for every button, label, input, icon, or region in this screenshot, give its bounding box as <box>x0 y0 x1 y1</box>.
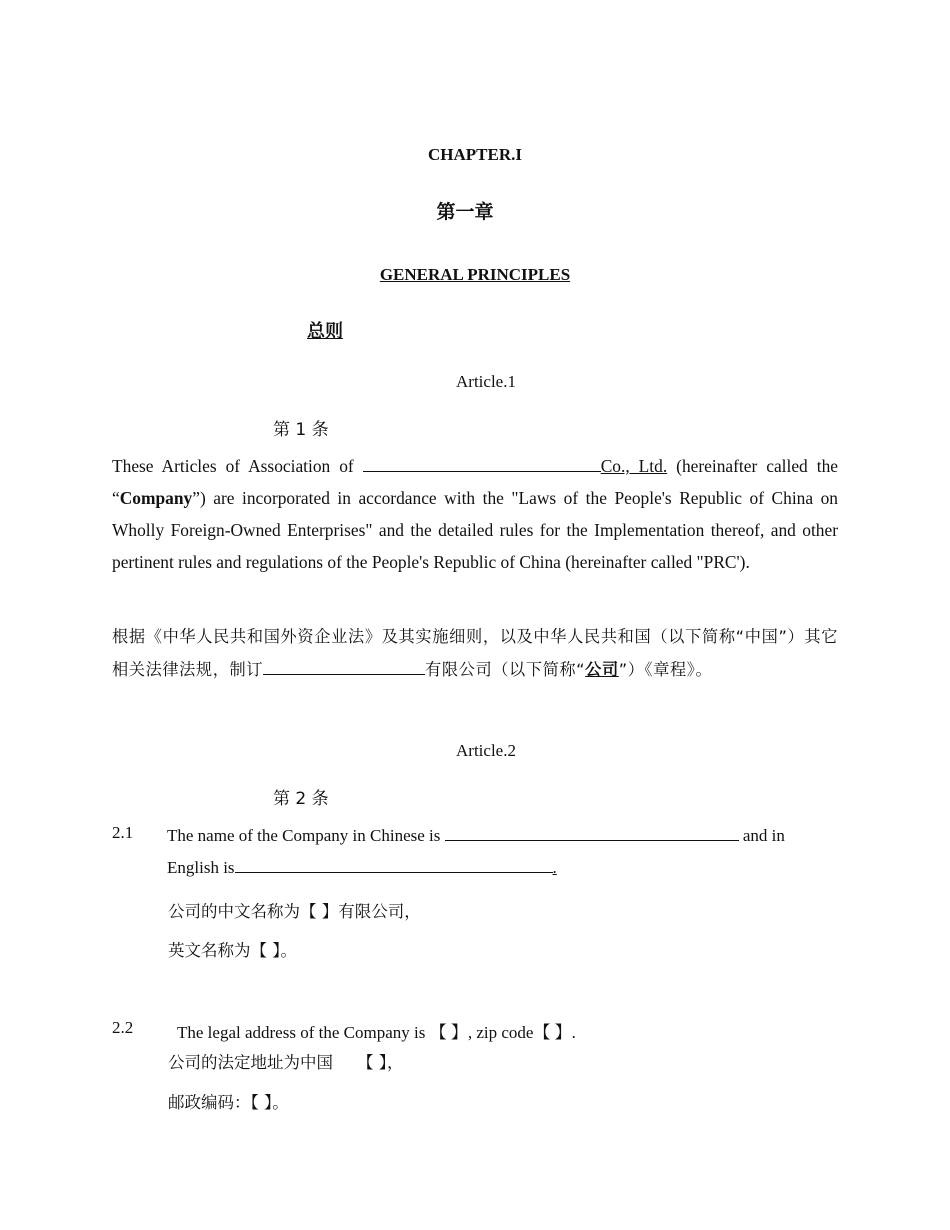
article-1-paragraph-en <box>112 450 838 578</box>
item-2-1-en-line2-text: English is <box>167 858 235 877</box>
article-1-label-en: Article.1 <box>456 372 516 391</box>
company-name-blank <box>363 454 601 472</box>
article-1-label-cn: 第 1 条 <box>273 420 329 440</box>
item-2-2-cn-line1-text: 公司的法定地址为中国 <box>168 1053 333 1072</box>
item-2-1-en-line2-tail: . <box>552 858 557 877</box>
article-2-label-en: Article.2 <box>456 741 516 760</box>
chinese-name-blank <box>445 823 739 841</box>
item-2-1-cn-line2: 英文名称为【 】。 <box>168 941 297 960</box>
section-heading-en: GENERAL PRINCIPLES <box>379 265 571 284</box>
article-1-cn-part2: 有限公司（以下简称“ <box>425 660 586 679</box>
chapter-title-en: CHAPTER.I <box>428 145 522 164</box>
item-2-2-number: 2.2 <box>112 1018 134 1037</box>
company-name-blank-cn <box>263 658 425 675</box>
article-1-en-part2: (hereinafter called the “ <box>112 456 838 508</box>
company-suffix: Co., Ltd. <box>600 456 668 476</box>
article-1-paragraph-cn <box>112 620 838 686</box>
item-2-2-en: The legal address of the Company is 【 】, zip code【 】. <box>177 1023 576 1042</box>
item-2-1-number: 2.1 <box>112 823 134 842</box>
item-2-1-cn-line1: 公司的中文名称为【 】有限公司， <box>168 902 421 921</box>
article-1-en-part1: These Articles of Association of <box>112 456 363 476</box>
chapter-title-cn: 第一章 <box>436 201 494 223</box>
item-2-2-cn-line2: 邮政编码：【 】。 <box>168 1093 289 1112</box>
defined-term-company: Company <box>119 488 193 508</box>
article-2-label-cn: 第 2 条 <box>273 789 329 809</box>
article-1-cn-part1: 根据《中华人民共和国外资企业法》及其实施细则，以及中华人民共和国（以下简称“中国”）其它相关法律法规，制订 <box>112 627 838 679</box>
article-1-cn-part3: ”）《章程》。 <box>618 660 713 679</box>
article-1-en-part3: ”) are incorporated in accordance with the "Laws of the People's Republic of China on Wholly Foreign-Owned Enterprises" and the detailed rules for the Implementation thereof, and other pertinent rules and regulations of the People's Republic of China (hereinafter called "PRC'). <box>112 488 838 572</box>
item-2-1-en-line1 <box>167 823 785 846</box>
item-2-2-cn-line1-tail: 【 】， <box>357 1053 404 1072</box>
item-2-1-en-line1-text: The name of the Company in Chinese is <box>167 826 445 845</box>
item-2-2-cn-line1 <box>168 1049 404 1073</box>
item-2-1-en-line2 <box>167 855 557 878</box>
item-2-1-en-line1-tail: and in <box>738 826 785 845</box>
defined-term-company-cn: 公司 <box>585 660 619 679</box>
english-name-blank <box>235 855 553 873</box>
section-heading-cn: 总则 <box>307 321 343 342</box>
